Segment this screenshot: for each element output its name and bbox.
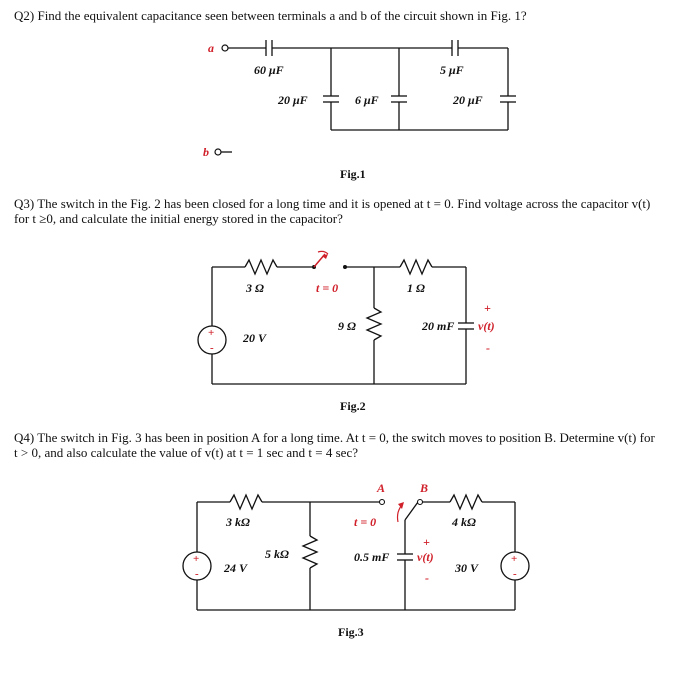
source2-plus: + [511,553,518,565]
terminal-a [222,45,228,51]
fig2-caption: Fig.2 [340,399,366,413]
resistor-3k [230,495,262,509]
vt-label: v(t) [478,319,495,333]
label-switch-t0: t = 0 [354,515,377,529]
vt-label: v(t) [417,550,434,564]
label-4k: 4 kΩ [452,515,476,529]
fig2-circuit [198,251,495,413]
fig1-caption: Fig.1 [340,167,366,181]
question-3-line-1: Q3) The switch in the Fig. 2 has been closed for a long time and it is opened at t = 0. Find voltage across the capacitor v(t) [14,196,651,211]
source-plus: + [208,327,215,339]
label-20uF-2: 20 μF [453,93,483,107]
question-3-line-2: for t ≥0, and calculate the initial energy stored in the capacitor? [14,211,343,226]
resistor-9ohm [367,308,381,340]
label-20uF-1: 20 μF [278,93,308,107]
label-1ohm: 1 Ω [407,281,425,295]
label-20V: 20 V [243,331,267,345]
label-20mF: 20 mF [422,319,455,333]
resistor-4k [450,495,482,509]
label-5uF: 5 μF [440,63,464,77]
source2-minus: - [513,568,517,580]
question-4-line-2: t > 0, and also calculate the value of v(t) at t = 1 sec and t = 4 sec? [14,445,358,460]
label-3k: 3 kΩ [226,515,250,529]
fig3-caption: Fig.3 [338,625,364,639]
vt-plus: + [484,301,491,315]
fig1-circuit [203,40,516,181]
vt-plus: + [423,535,430,549]
label-9ohm: 9 Ω [338,319,356,333]
switch-blade [405,502,418,520]
source1-minus: - [195,568,199,580]
question-4-line-1: Q4) The switch in Fig. 3 has been in position A for a long time. At t = 0, the switch moves to position B. Determine v(t) for [14,430,655,445]
resistor-5k [303,536,317,568]
question-2-text: Q2) Find the equivalent capacitance seen between terminals a and b of the circuit shown in Fig. 1? [14,8,527,23]
terminal-b [215,149,221,155]
label-30V: 30 V [455,561,479,575]
resistor-3ohm [245,260,277,274]
source1-plus: + [193,553,200,565]
label-switch-t0: t = 0 [316,281,339,295]
vt-minus: - [486,341,490,355]
label-0.5mF: 0.5 mF [354,550,390,564]
switch-pos-b [418,500,423,505]
label-3ohm: 3 Ω [246,281,264,295]
terminal-b-label: b [203,145,209,159]
switch-pos-a [380,500,385,505]
terminal-a-label: a [208,41,214,55]
source-minus: - [210,342,214,354]
resistor-1ohm [400,260,432,274]
fig3-circuit [183,481,529,639]
label-24V: 24 V [224,561,248,575]
label-pos-A: A [377,481,386,495]
label-pos-B: B [420,481,429,495]
label-5k: 5 kΩ [265,547,289,561]
label-60uF: 60 μF [254,63,284,77]
label-6uF: 6 μF [355,93,379,107]
vt-minus: - [425,571,429,585]
